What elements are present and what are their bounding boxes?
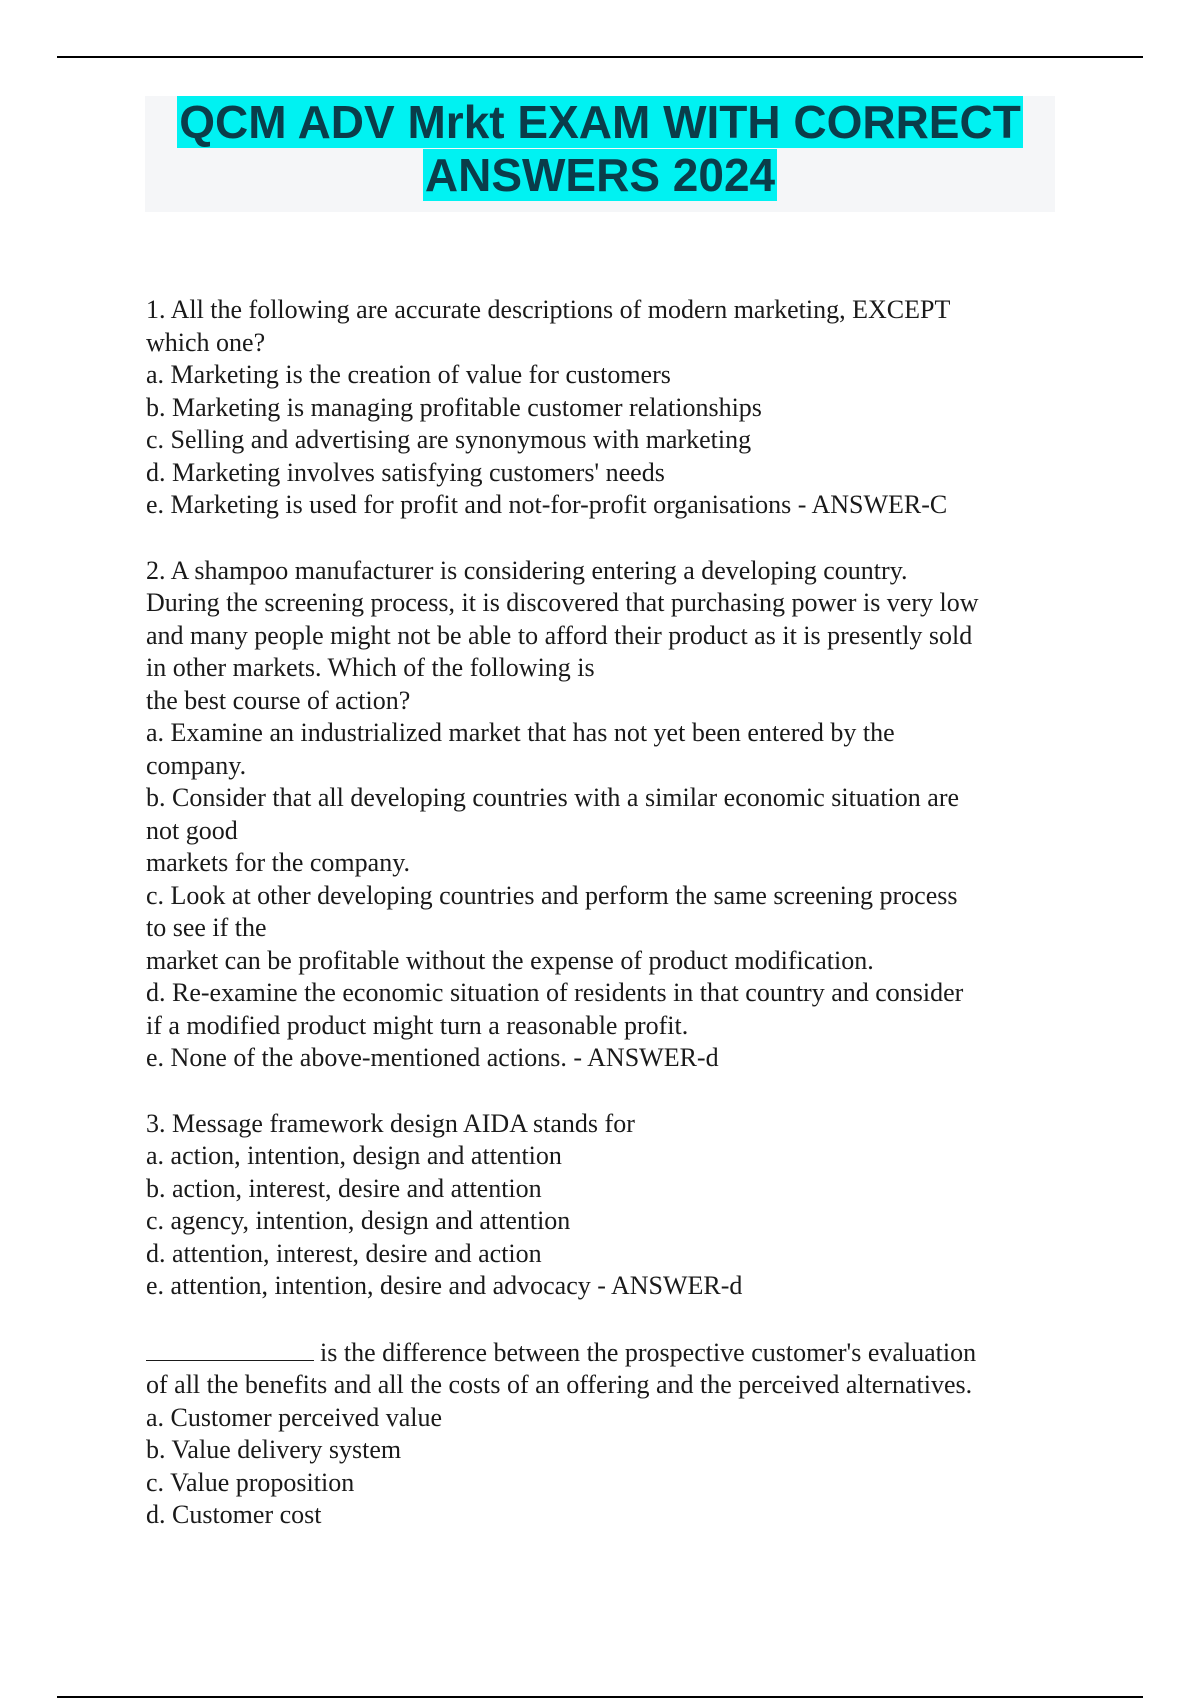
question-3 bbox=[146, 1108, 1076, 1303]
question-4-option-d: d. Customer cost bbox=[146, 1500, 322, 1529]
question-2-option-c: c. Look at other developing countries and perform the same screening process bbox=[146, 880, 958, 910]
fill-in-blank bbox=[146, 1336, 314, 1361]
question-1-option-d: d. Marketing involves satisfying customers' needs bbox=[146, 457, 665, 487]
question-4-stem bbox=[146, 1336, 1076, 1370]
question-3-option-d: d. attention, interest, desire and action bbox=[146, 1238, 542, 1268]
question-1-option-a: a. Marketing is the creation of value for customers bbox=[146, 360, 671, 389]
title-line-1 bbox=[145, 96, 1055, 149]
question-2-option-c-cont: to see if the bbox=[146, 913, 267, 942]
question-2-option-d-cont: if a modified product might turn a reasonable profit. bbox=[146, 1010, 689, 1040]
question-2-stem: 2. A shampoo manufacturer is considering entering a developing country. bbox=[146, 555, 908, 585]
question-2-option-e-answer: e. None of the above-mentioned actions. - ANSWER-d bbox=[146, 1043, 719, 1072]
question-2-stem-cont: the best course of action? bbox=[146, 685, 411, 715]
question-3-option-b: b. action, interest, desire and attention bbox=[146, 1173, 542, 1203]
question-2-option-b-cont: not good bbox=[146, 815, 238, 845]
question-1-option-b: b. Marketing is managing profitable customer relationships bbox=[146, 392, 762, 422]
question-4-option-c: c. Value proposition bbox=[146, 1467, 355, 1497]
title-text-2: ANSWERS 2024 bbox=[424, 149, 776, 201]
question-4-stem-cont: of all the benefits and all the costs of an offering and the perceived alternatives. bbox=[146, 1370, 973, 1399]
question-1-stem: 1. All the following are accurate descriptions of modern marketing, EXCEPT bbox=[146, 295, 951, 324]
title-text-1: QCM ADV Mrkt EXAM WITH CORRECT bbox=[179, 96, 1021, 148]
question-3-option-a: a. action, intention, design and attention bbox=[146, 1141, 562, 1170]
question-2-stem-cont: and many people might not be able to afford their product as it is presently sold bbox=[146, 620, 973, 650]
question-2 bbox=[146, 555, 1076, 1075]
question-2-option-a: a. Examine an industrialized market that has not yet been entered by the bbox=[146, 718, 895, 747]
question-2-option-d: d. Re-examine the economic situation of residents in that country and consider bbox=[146, 978, 964, 1007]
question-4 bbox=[146, 1336, 1076, 1532]
question-3-option-c: c. agency, intention, design and attention bbox=[146, 1206, 571, 1235]
question-2-option-b: b. Consider that all developing countries with a similar economic situation are bbox=[146, 783, 960, 812]
question-1 bbox=[146, 294, 1076, 522]
question-1-stem-cont: which one? bbox=[146, 327, 266, 357]
question-3-stem: 3. Message framework design AIDA stands for bbox=[146, 1108, 635, 1138]
top-rule bbox=[57, 56, 1143, 58]
question-4-option-a: a. Customer perceived value bbox=[146, 1402, 442, 1432]
question-4-option-b: b. Value delivery system bbox=[146, 1435, 402, 1464]
question-3-option-e-answer: e. attention, intention, desire and advocacy - ANSWER-d bbox=[146, 1271, 743, 1300]
bottom-rule bbox=[57, 1696, 1143, 1698]
question-1-option-c: c. Selling and advertising are synonymous with marketing bbox=[146, 425, 752, 454]
question-2-option-b-cont: markets for the company. bbox=[146, 848, 410, 877]
question-2-option-a-cont: company. bbox=[146, 750, 247, 780]
question-2-stem-cont: During the screening process, it is discovered that purchasing power is very low bbox=[146, 588, 979, 617]
question-4-stem-text: is the difference between the prospective customer's evaluation bbox=[320, 1337, 977, 1367]
question-2-stem-cont: in other markets. Which of the following is bbox=[146, 653, 595, 682]
document-body bbox=[146, 294, 1076, 1565]
question-2-option-c-cont: market can be profitable without the expense of product modification. bbox=[146, 945, 874, 975]
title-line-2 bbox=[145, 149, 1055, 202]
title-block bbox=[145, 96, 1055, 212]
question-1-option-e-answer: e. Marketing is used for profit and not-for-profit organisations - ANSWER-C bbox=[146, 490, 948, 519]
